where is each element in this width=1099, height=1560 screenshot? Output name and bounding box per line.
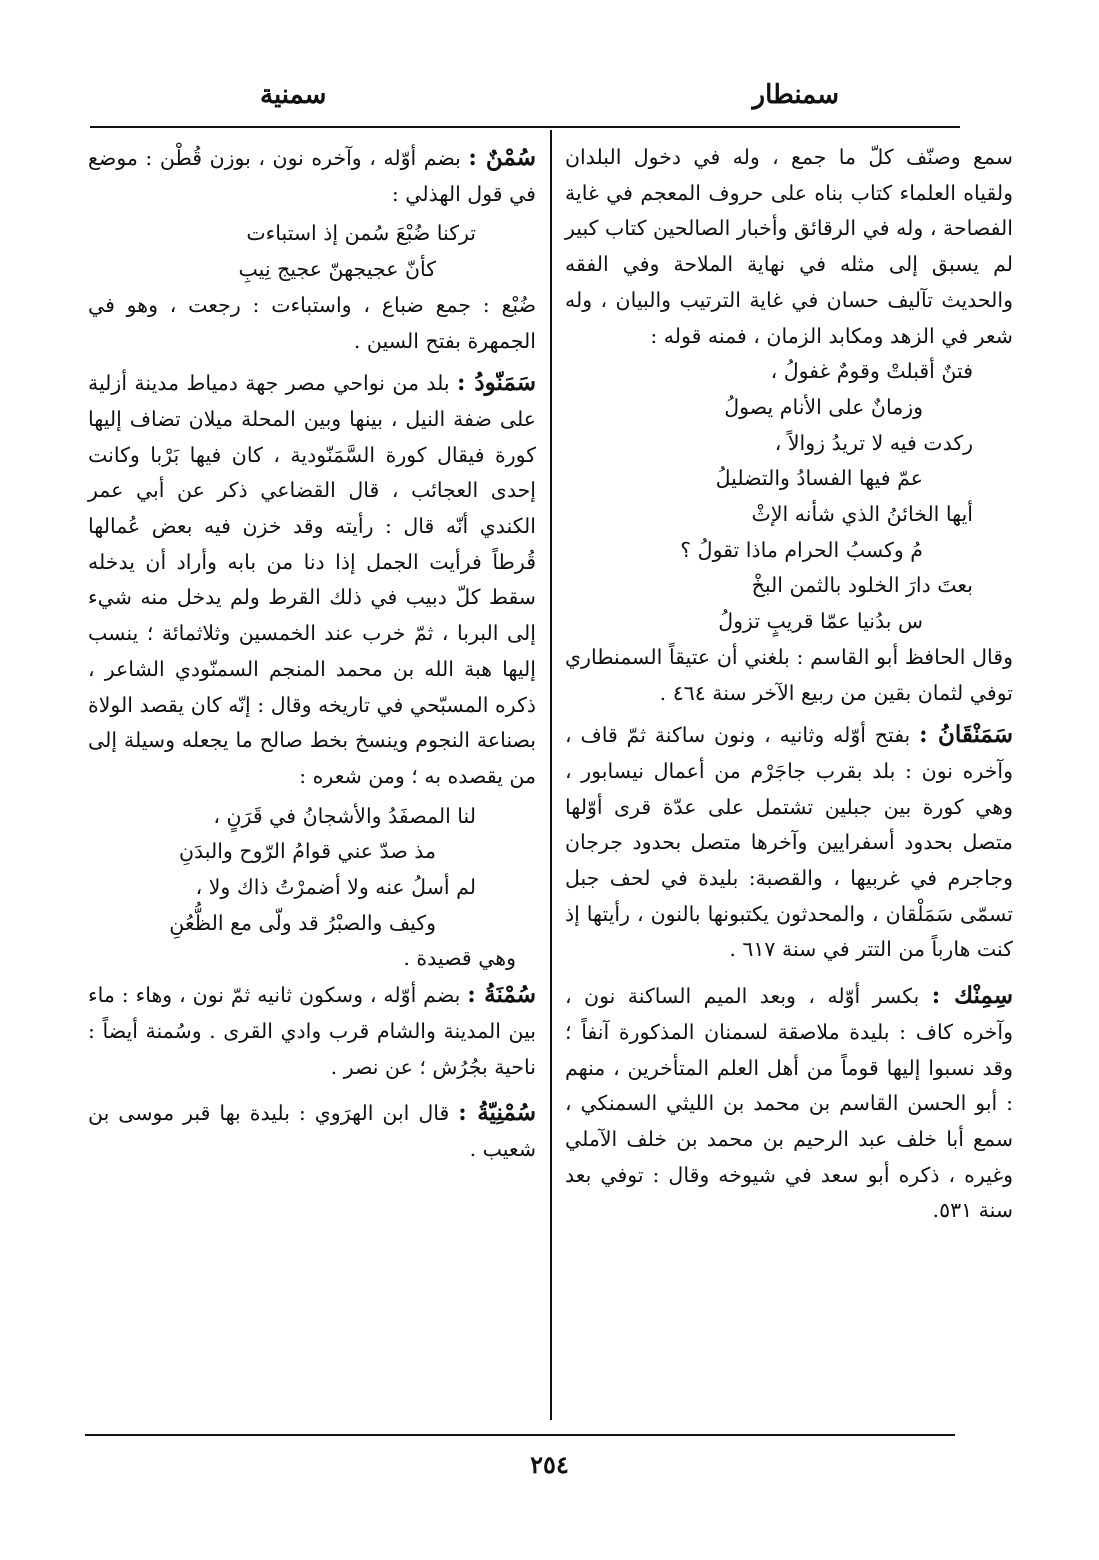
hemistich: ركدت فيه لا تريدُ زوالاً ، bbox=[774, 430, 973, 455]
hemistich: كأنّ عجيجهنّ عجيج نِيبِ bbox=[238, 257, 436, 282]
entry-headword: سَمَنّودُ : bbox=[456, 369, 536, 397]
entry-headword: سِمِنْك : bbox=[931, 982, 1013, 1010]
page-number: ٢٥٤ bbox=[530, 1450, 569, 1479]
dictionary-entry bbox=[88, 1095, 536, 1167]
dictionary-entry bbox=[88, 365, 536, 794]
poem-verse bbox=[565, 354, 1013, 425]
hemistich: بعتَ دارَ الخلود بالثمن البخْ bbox=[751, 573, 973, 598]
entry-text: بضم أوّله ، وسكون ثانيه ثمّ نون ، وهاء : ماء بين المدينة والشام قرب وادي القرى . وسُمنة أيضاً : ناحية بجُرُش ؛ عن نصر . bbox=[88, 983, 536, 1079]
entry-headword: سُمْنِيّةُ : bbox=[458, 1099, 536, 1127]
hemistich: وكيف والصبْرُ قد ولّى مع الظُّعُنِ bbox=[169, 910, 436, 935]
poem-verse bbox=[88, 216, 536, 287]
dictionary-entry bbox=[565, 717, 1013, 968]
entry-headword: سُمْنَةُ : bbox=[467, 981, 536, 1009]
poem-verse bbox=[565, 426, 1013, 497]
entry-text: بكسر أوّله ، وبعد الميم الساكنة نون ، وآخره كاف : بليدة ملاصقة لسمنان المذكورة آنفاً ؛ وقد نسبوا إليها قوماً من أهل العلم المتأخرين ، منهم : أبو الحسن القاسم بن محمد بن الليثي السمنكي ، سمع أبا خلف عبد الرحيم بن محمد بن خلف الآملي وغيره ، ذكره أبو سعد في شيوخه وقال : توفي بعد سنة ٥٣١. bbox=[565, 984, 1013, 1223]
paragraph: سمع وصنّف كلّ ما جمع ، وله في دخول البلدان ولقياه العلماء كتاب بناه على حروف المعجم في غاية الفصاحة ، وله في الرقائق وأخبار الصالحين كتاب كبير لم يسبق إلى مثله في نهاية الملاحة وفي الفقه والحديث تآليف حسان في غاية الترتيب والبيان ، وله شعر في الزهد ومكابد الزمان ، فمنه قوله : bbox=[565, 145, 1013, 348]
hemistich: أيها الخائنُ الذي شأنه الإثْ bbox=[751, 502, 973, 527]
poem-verse bbox=[88, 799, 536, 870]
poem-verse bbox=[565, 497, 1013, 568]
hemistich: مذ صدّ عني قوامُ الرّوح والبدَنِ bbox=[178, 839, 436, 864]
footer-rule bbox=[85, 1434, 955, 1436]
right-column bbox=[565, 140, 1013, 1233]
left-column bbox=[88, 140, 536, 1172]
dictionary-entry bbox=[88, 140, 536, 212]
entry-text: بلد من نواحي مصر جهة دمياط مدينة أزلية على ضفة النيل ، بينها وبين المحلة ميلان تضاف إليها كورة فيقال كورة السَّمَنّودية ، كان فيها بَرْبا وكانت إحدى العجائب ، قال القضاعي ذكر عن أبي عمر الكندي أنّه قال : رأيته وقد خزن فيه بعض عُمالها قُرطاً فرأيت الجمل إذا دنا من بابه وأراد أن يدخله سقط كلّ دبيب في ذلك القرط ولم يدخل منه شيء إلى البربا ، ثمّ خرب عند الخمسين وثلاثمائة ؛ ينسب إليها هبة الله بن محمد المنجم السمنّودي الشاعر ، ذكره المسبّحي في تاريخه وقال : إنّه كان يقصد الولاة بصناعة النجوم وينسخ بخط صالح ما يجعله وسيلة إلى من يقصده به ؛ ومن شعره : bbox=[88, 371, 536, 788]
dictionary-entry bbox=[565, 978, 1013, 1229]
paragraph: ضُبْع : جمع ضباع ، واستباءت : رجعت ، وهو في الجمهرة بفتح السين . bbox=[88, 292, 536, 353]
entry-headword: سَمَنْقَانُ : bbox=[919, 721, 1013, 749]
running-head-left: سمنية bbox=[260, 80, 327, 110]
dictionary-entry bbox=[88, 977, 536, 1085]
hemistich: وزمانٌ على الأنام يصولُ bbox=[724, 394, 923, 419]
entry-text: بفتح أوّله وثانيه ، ونون ساكنة ثمّ قاف ، وآخره نون : بلد بقرب جاجَرْم من أعمال نيسابور ، وهي كورة بين جبلين تشتمل على عدّة قرى أوّلها متصل بحدود أسفرايين وآخرها متصل بحدود جرجان وجاجرم في غربيها ، والقصبة: بليدة في لحف جبل تسمّى سَمَلْقان ، والمحدثون يكتبونها بالنون ، رأيتها إذ كنت هارباً من التتر في سنة ٦١٧ . bbox=[565, 723, 1013, 962]
hemistich: لم أسلُ عنه ولا أضمرْتُ ذاك ولا ، bbox=[195, 875, 476, 900]
hemistich: تركنا ضُبْعَ سُمن إذ استباءت bbox=[246, 221, 476, 246]
entry-text: قال ابن الهرَوي : بليدة بها قبر موسى بن شعيب . bbox=[88, 1101, 536, 1161]
column-divider bbox=[550, 130, 552, 1420]
hemistich: مُ وكسبُ الحرام ماذا تقولُ ؟ bbox=[680, 537, 923, 562]
running-head-right: سمنطار bbox=[752, 80, 839, 110]
hemistich: لنا المصفَدُ والأشجانُ في قَرَنٍ ، bbox=[213, 803, 476, 828]
hemistich: فتنٌ أقبلتْ وقومٌ غفولُ ، bbox=[770, 359, 973, 384]
poem-verse bbox=[565, 568, 1013, 639]
header-rule bbox=[90, 126, 960, 128]
paragraph: وهي قصيدة . bbox=[403, 946, 516, 971]
paragraph: وقال الحافظ أبو القاسم : بلغني أن عتيقاً السمنطاري توفي لثمان بقين من ربيع الآخر سنة ٤٦٤ . bbox=[565, 644, 1013, 705]
hemistich: س بدُنيا عمّا قريبٍ تزولُ bbox=[718, 609, 923, 634]
hemistich: عمّ فيها الفسادُ والتضليلُ bbox=[715, 466, 923, 491]
poem-verse bbox=[88, 870, 536, 941]
entry-headword: سُمْنٌ : bbox=[468, 144, 536, 171]
entry-text: بضم أوّله ، وآخره نون ، بوزن قُطْن : موضع في قول الهذلي : bbox=[88, 146, 536, 206]
